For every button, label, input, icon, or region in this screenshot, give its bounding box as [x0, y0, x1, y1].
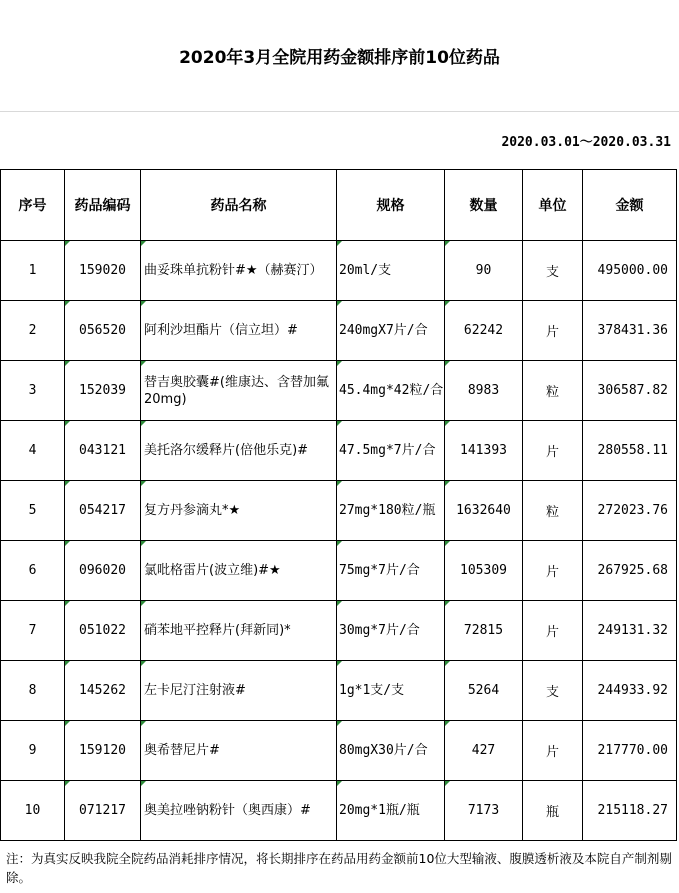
cell-no[interactable]: 9 [1, 721, 65, 781]
cell-spec[interactable]: 45.4mg*42粒/合 [337, 361, 445, 421]
cell-no[interactable]: 2 [1, 301, 65, 361]
cell-name[interactable]: 奥希替尼片# [141, 721, 337, 781]
cell-unit[interactable]: 片 [523, 421, 583, 481]
cell-unit[interactable]: 片 [523, 721, 583, 781]
cell-name[interactable]: 硝苯地平控释片(拜新同)* [141, 601, 337, 661]
cell-amount[interactable]: 280558.11 [583, 421, 677, 481]
cell-unit[interactable]: 片 [523, 601, 583, 661]
table-row [1, 481, 677, 541]
cell-unit[interactable]: 支 [523, 661, 583, 721]
cell-name[interactable]: 替吉奥胶囊#(维康达、含替加氟20mg) [141, 361, 337, 421]
cell-no[interactable]: 4 [1, 421, 65, 481]
cell-spec[interactable]: 20ml/支 [337, 241, 445, 301]
cell-qty[interactable]: 141393 [445, 421, 523, 481]
cell-qty[interactable]: 62242 [445, 301, 523, 361]
table-row [1, 721, 677, 781]
cell-name[interactable]: 阿利沙坦酯片（信立坦）# [141, 301, 337, 361]
cell-spec[interactable]: 1g*1支/支 [337, 661, 445, 721]
cell-amount[interactable]: 272023.76 [583, 481, 677, 541]
cell-name[interactable]: 左卡尼汀注射液# [141, 661, 337, 721]
cell-no[interactable]: 3 [1, 361, 65, 421]
cell-unit[interactable]: 粒 [523, 481, 583, 541]
cell-spec[interactable]: 47.5mg*7片/合 [337, 421, 445, 481]
drug-ranking-table [0, 169, 677, 841]
cell-code[interactable]: 145262 [65, 661, 141, 721]
cell-amount[interactable]: 215118.27 [583, 781, 677, 841]
cell-unit[interactable]: 瓶 [523, 781, 583, 841]
cell-amount[interactable]: 306587.82 [583, 361, 677, 421]
header-name: 药品名称 [141, 170, 337, 241]
cell-name[interactable]: 氯吡格雷片(波立维)#★ [141, 541, 337, 601]
cell-no[interactable]: 10 [1, 781, 65, 841]
cell-amount[interactable]: 378431.36 [583, 301, 677, 361]
cell-code[interactable]: 056520 [65, 301, 141, 361]
table-header-row [1, 170, 677, 241]
cell-no[interactable]: 8 [1, 661, 65, 721]
cell-qty[interactable]: 427 [445, 721, 523, 781]
table-row [1, 421, 677, 481]
table-row [1, 781, 677, 841]
cell-name[interactable]: 曲妥珠单抗粉针#★（赫赛汀） [141, 241, 337, 301]
cell-amount[interactable]: 244933.92 [583, 661, 677, 721]
cell-amount[interactable]: 249131.32 [583, 601, 677, 661]
cell-unit[interactable]: 片 [523, 541, 583, 601]
cell-code[interactable]: 043121 [65, 421, 141, 481]
header-spec: 规格 [337, 170, 445, 241]
table-row [1, 241, 677, 301]
cell-spec[interactable]: 20mg*1瓶/瓶 [337, 781, 445, 841]
cell-unit[interactable]: 支 [523, 241, 583, 301]
cell-no[interactable]: 6 [1, 541, 65, 601]
table-row [1, 661, 677, 721]
header-no: 序号 [1, 170, 65, 241]
cell-amount[interactable]: 495000.00 [583, 241, 677, 301]
cell-code[interactable]: 159120 [65, 721, 141, 781]
cell-code[interactable]: 159020 [65, 241, 141, 301]
table-row [1, 301, 677, 361]
cell-name[interactable]: 复方丹参滴丸*★ [141, 481, 337, 541]
cell-unit[interactable]: 片 [523, 301, 583, 361]
cell-spec[interactable]: 80mgX30片/合 [337, 721, 445, 781]
header-amount: 金额 [583, 170, 677, 241]
cell-name[interactable]: 奥美拉唑钠粉针（奥西康）# [141, 781, 337, 841]
cell-no[interactable]: 7 [1, 601, 65, 661]
cell-code[interactable]: 051022 [65, 601, 141, 661]
cell-spec[interactable]: 27mg*180粒/瓶 [337, 481, 445, 541]
cell-qty[interactable]: 105309 [445, 541, 523, 601]
cell-qty[interactable]: 90 [445, 241, 523, 301]
page-title: 2020年3月全院用药金额排序前10位药品 [0, 0, 679, 112]
cell-code[interactable]: 152039 [65, 361, 141, 421]
cell-unit[interactable]: 粒 [523, 361, 583, 421]
cell-no[interactable]: 1 [1, 241, 65, 301]
cell-qty[interactable]: 5264 [445, 661, 523, 721]
cell-amount[interactable]: 217770.00 [583, 721, 677, 781]
cell-code[interactable]: 096020 [65, 541, 141, 601]
cell-name[interactable]: 美托洛尔缓释片(倍他乐克)# [141, 421, 337, 481]
cell-amount[interactable]: 267925.68 [583, 541, 677, 601]
cell-qty[interactable]: 72815 [445, 601, 523, 661]
cell-qty[interactable]: 1632640 [445, 481, 523, 541]
cell-spec[interactable]: 75mg*7片/合 [337, 541, 445, 601]
cell-code[interactable]: 054217 [65, 481, 141, 541]
header-code: 药品编码 [65, 170, 141, 241]
cell-no[interactable]: 5 [1, 481, 65, 541]
cell-spec[interactable]: 30mg*7片/合 [337, 601, 445, 661]
footnote: 注：为真实反映我院全院药品消耗排序情况，将长期排序在药品用药金额前10位大型输液、腹膜透析液及本院自产制剂剔除。 [6, 851, 672, 885]
table-row [1, 361, 677, 421]
cell-spec[interactable]: 240mgX7片/合 [337, 301, 445, 361]
cell-qty[interactable]: 7173 [445, 781, 523, 841]
cell-code[interactable]: 071217 [65, 781, 141, 841]
header-unit: 单位 [523, 170, 583, 241]
table-row [1, 601, 677, 661]
table-row [1, 541, 677, 601]
header-qty: 数量 [445, 170, 523, 241]
date-range: 2020.03.01～2020.03.31 [501, 135, 671, 150]
cell-qty[interactable]: 8983 [445, 361, 523, 421]
